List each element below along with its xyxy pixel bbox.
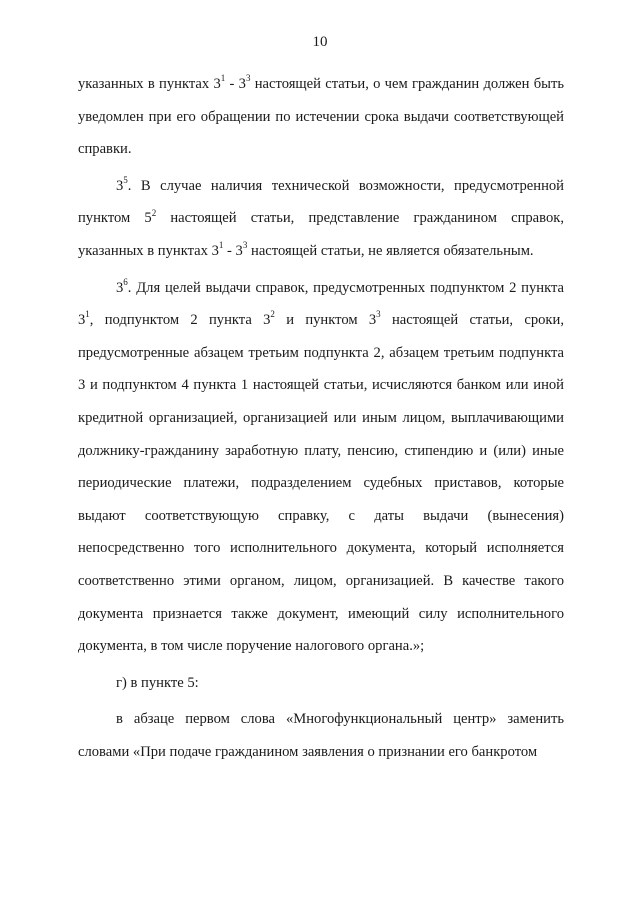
text-run: настоящей статьи, о чем гражданин должен быть уведомлен при его обращении по истечении срока выдачи соответствующей справки. — [78, 76, 564, 158]
superscript: 1 — [220, 73, 226, 84]
paragraph — [78, 272, 564, 663]
superscript: 1 — [85, 309, 90, 320]
text-run: 3 — [116, 177, 124, 194]
superscript: 1 — [218, 240, 224, 251]
text-run: и пунктом 3 — [274, 312, 377, 329]
superscript: 3 — [245, 73, 251, 84]
paragraph — [78, 667, 564, 700]
text-run: . Для целей выдачи справок, предусмотренных подпунктом 2 пункта 3 — [78, 279, 564, 329]
superscript: 6 — [123, 276, 128, 287]
document-body — [78, 68, 564, 768]
paragraph — [78, 68, 564, 166]
text-run: , подпунктом 2 пункта 3 — [89, 312, 271, 329]
text-run: настоящей статьи, представление гражданином справок, указанных в пунктах 3 — [78, 210, 564, 259]
paragraph — [78, 703, 564, 768]
text-run: . В случае наличия технической возможности, предусмотренной пунктом 5 — [78, 177, 564, 227]
text-run: - 3 — [225, 76, 246, 92]
paragraph — [78, 170, 564, 268]
text-run: - 3 — [223, 242, 243, 259]
text-run: в абзаце первом слова «Многофункциональный центр» заменить словами «При подаче гражданином заявления о признании его банкротом — [78, 711, 564, 760]
superscript: 5 — [123, 174, 128, 185]
text-run: указанных в пунктах 3 — [78, 76, 221, 92]
text-run: 3 — [116, 279, 124, 296]
text-run: г) в пункте 5: — [116, 674, 199, 691]
superscript: 3 — [376, 309, 381, 320]
page-number: 10 — [312, 34, 328, 50]
text-run: настоящей статьи, сроки, предусмотренные абзацем третьим подпункта 2, абзацем третьим подпункта 3 и подпунктом 4 пункта 1 настоящей статьи, исчисляются банком или иной кредитной организацией, организацией или иным лицом, выплачивающими должнику-гражданину заработную плату, пенсию, стипендию и (или) иные периодические платежи, подразделением судебных приставов, которые выдают соответствующую справку, с даты выдачи (вынесения) непосредственно того исполнительного документа, который исполняется соответственно этими органом, лицом, организацией. В качестве такого документа признается также документ, имеющий силу исполнительного документа, в том числе поручение налогового органа.»; — [78, 312, 564, 655]
text-run: настоящей статьи, не является обязательным. — [247, 242, 534, 259]
superscript: 2 — [270, 309, 275, 320]
superscript: 3 — [242, 240, 248, 251]
superscript: 2 — [151, 207, 157, 218]
